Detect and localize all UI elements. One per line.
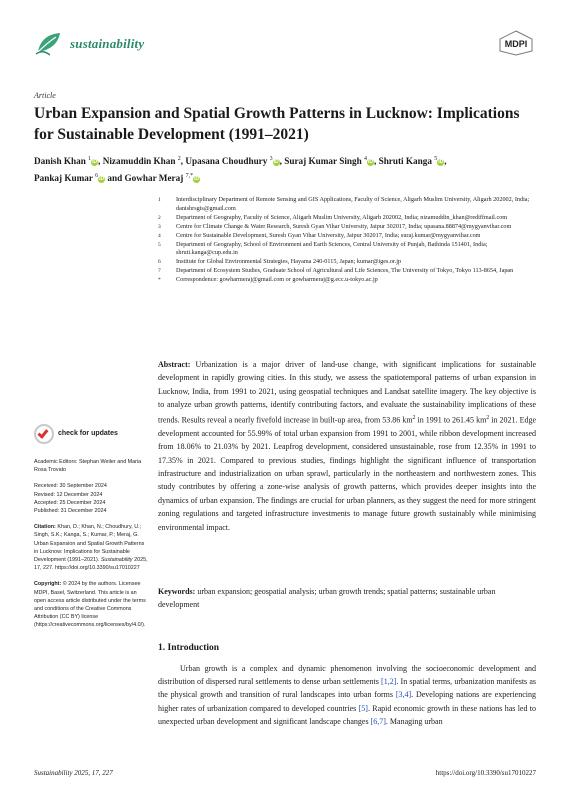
reference-link[interactable]: [5] <box>358 703 368 713</box>
publisher-label: MDPI <box>504 39 528 49</box>
keywords: Keywords: urban expansion; geospatial analysis; urban growth trends; spatial patterns; sustainable urban development <box>158 587 496 610</box>
author[interactable]: Shruti Kanga $^5$iD <box>378 156 444 167</box>
affiliation: 7 Department of Ecosystem Studies, Graduate School of Agricultural and Life Sciences, The University of Tokyo, Tokyo 113-8654, Japan <box>158 267 514 275</box>
correspondence: * Correspondence: gowharmeraj@gmail.com or gowharmeraj@g.ecc.u-tokyo.ac.jp <box>158 276 378 284</box>
article-dates: Received: 30 September 2024 Revised: 12 December 2024 Accepted: 25 December 2024 Published: 31 December 2024 <box>34 483 107 515</box>
journal-name[interactable]: sustainability <box>70 36 145 51</box>
sustainability-leaf-icon <box>34 28 64 58</box>
check-updates-label: check for updates <box>58 430 118 437</box>
abstract: Abstract: Urbanization is a major driver of land-use change, with significant implications for sustainable development in rapidly growing cities. In this study, we assess the spatiotemporal patterns of urban expansion in Lucknow, India, from 1991 to 2021, using geospatial techniques and Landsat satellite imagery. The key objective is to analyze urban growth patterns, identify contributing factors, and evaluate the sustainability implications of these trends. Results reveal a nearly fivefold increase in built-up area, from 53.86 $km^2$ in 1991 to 261.45 $km^2$ in 2021. Edge development accounted for 55.99% of total urban expansion from 1991 to 2001, while ribbon development increased from 18.06% to 21.03% by 2021. Leapfrog development, considered unsustainable, rose from 12.35% in 1991 to 17.35% in 2021. Compared to previous studies, findings highlight the significant influence of transportation infrastructure and industrialization on urban sprawl, particularly in the northeastern and northwestern zones. This study contributes by offering a zone-wise analysis of growth patterns, which provides deeper insights into the dynamics of urban expansion. The findings are crucial for urban planners, as they suggest the need for more stringent zoning regulations and targeted infrastructure investments to manage future growth sustainably while minimising environmental impact. <box>158 360 537 532</box>
article-type: Article <box>34 91 56 100</box>
orcid-icon[interactable]: iD <box>92 159 98 166</box>
reference-link[interactable]: [3,4] <box>395 690 412 700</box>
article-sidebar <box>34 424 148 638</box>
academic-editors: Academic Editors: Stephan Weiler and Maria Rosa Trovato <box>34 459 142 474</box>
footer-doi-link[interactable]: https://doi.org/10.3390/su17010227 <box>435 769 536 777</box>
author[interactable]: Danish Khan $^1$iD <box>34 156 98 167</box>
orcid-icon[interactable]: iD <box>438 159 444 166</box>
article-title: Urban Expansion and Spatial Growth Patterns in Lucknow: Implications for Sustainable Development (1991–2021) <box>34 105 520 143</box>
reference-link[interactable]: [6,7] <box>370 716 386 726</box>
affiliation: 4 Centre for Sustainable Development, Suresh Gyan Vihar University, Jaipur 302017, India; suraj.kumar@mygyanvihar.com <box>158 231 481 239</box>
mdpi-logo[interactable] <box>498 30 534 56</box>
citation: Citation: Khan, D.; Khan, N.; Choudhury, U.; Singh, S.K.; Kanga, S.; Kumar, P.; Meraj, G. Urban Expansion and Spatial Growth Patterns in Lucknow: Implications for Sustainable Development (1991–2021). Sustainability 2025, 17, 227. https://doi.org/10.3390/su17010227 <box>34 524 148 572</box>
abstract-label: Abstract: <box>158 360 191 369</box>
check-updates-icon <box>34 424 54 444</box>
affiliation: 6 Institute for Global Environmental Strategies, Hayama 240-0115, Japan; kumar@iges.or.jp <box>158 258 402 266</box>
copyright-notice: Copyright: © 2024 by the authors. Licensee MDPI, Basel, Switzerland. This article is an open access article distributed under the terms and conditions of the Creative Commons Attribution (CC BY) license (https://creativecommons.org/licenses/by/4.0/). <box>34 581 146 629</box>
affiliation-list <box>158 196 538 285</box>
author[interactable]: Gowhar Meraj $^{7,*}$iD <box>124 173 200 184</box>
orcid-icon[interactable]: iD <box>367 159 373 166</box>
affiliation: 3 Centre for Climate Change & Water Research, Suresh Gyan Vihar University, Jaipur 302017, India; upasana.88874@mygyanvihar.com <box>158 222 512 230</box>
introduction-paragraph: Urban growth is a complex and dynamic phenomenon involving the socioeconomic development and distribution of dispersed rural settlements to dense urban settlements [1,2]. In spatial terms, urbanization manifests as the physical growth and transition of rural landscapes into urban forms [3,4]. Developing nations are experiencing higher rates of urbanization compared to developed countries [5]. Rapid economic growth in these nations has led to unexpected urban development and significant landscape changes [6,7]. Managing urban <box>158 664 536 726</box>
keywords-label: Keywords: <box>158 587 196 596</box>
author[interactable]: Upasana Choudhury $^3$iD <box>185 156 279 167</box>
orcid-icon[interactable]: iD <box>99 176 105 183</box>
orcid-icon[interactable]: iD <box>194 176 200 183</box>
author[interactable]: Suraj Kumar Singh $^4$iD <box>284 156 373 167</box>
author-list: Danish Khan $^1$iD, Nizamuddin Khan $^2$, Upasana Choudhury $^3$iD, Suraj Kumar Singh $^4$iD, Shruti Kanga $^5$iD, Pankaj Kumar $^6$iD and Gowhar Meraj $^{7,*}$iD <box>34 156 447 184</box>
author[interactable]: Nizamuddin Khan $^2$ <box>102 156 181 167</box>
affiliation: 5 Department of Geography, School of Environment and Earth Sciences, Central University of Punjab, Bathinda 151401, India; shruti.kanga@cup.edu.in <box>158 240 488 257</box>
section-heading-introduction: 1. Introduction <box>158 643 220 653</box>
orcid-icon[interactable]: iD <box>273 159 279 166</box>
affiliation: 2 Department of Geography, Faculty of Science, Aligarh Muslim University, Aligarh 202002, India; nizamuddin_khan@rediffmail.com <box>158 213 508 221</box>
author[interactable]: Pankaj Kumar $^6$iD <box>34 173 105 184</box>
reference-link[interactable]: [1,2] <box>381 677 397 687</box>
check-for-updates-button[interactable] <box>34 424 148 444</box>
affiliation: 1 Interdisciplinary Department of Remote Sensing and GIS Applications, Faculty of Science, Aligarh Muslim University, Aligarh 202002, India; danishrsgis@gmail.com <box>158 196 530 212</box>
journal-header <box>34 26 534 62</box>
footer-citation: Sustainability 2025, 17, 227 <box>34 769 113 777</box>
